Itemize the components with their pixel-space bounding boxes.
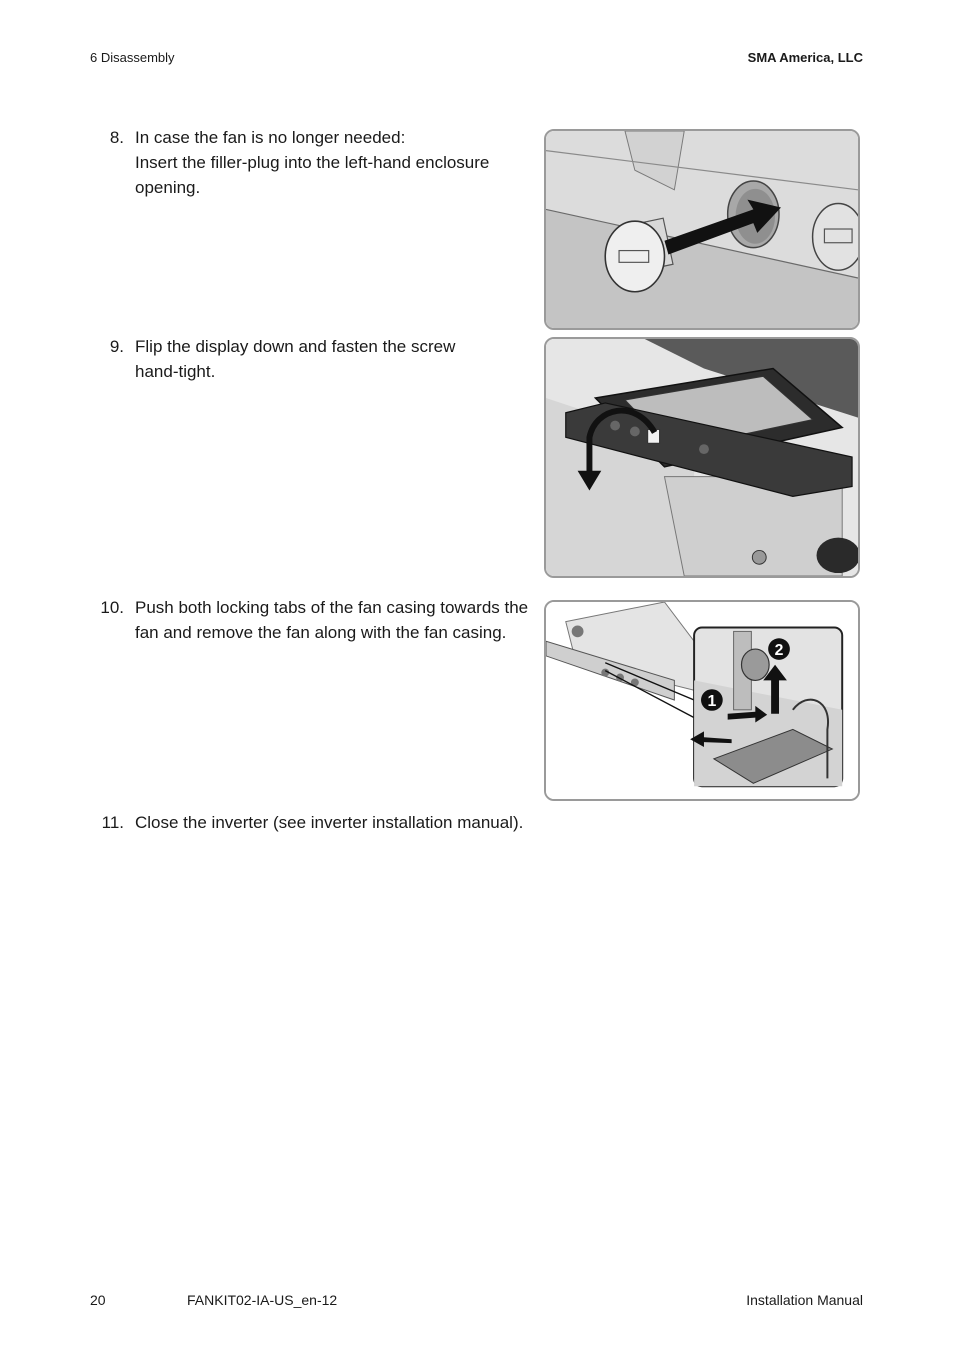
step-line: hand-tight. <box>135 362 216 381</box>
detail-inset <box>690 627 842 786</box>
document-type: Installation Manual <box>746 1292 863 1308</box>
step-text <box>135 595 530 645</box>
step-8 <box>90 125 530 200</box>
step-line: Insert the filler-plug into the left-hand enclosure <box>135 153 490 172</box>
step-line: Flip the display down and fasten the screw <box>135 337 456 356</box>
step-text <box>135 125 530 200</box>
step-number: 9. <box>109 337 124 356</box>
step-11 <box>90 810 530 835</box>
step-9 <box>90 334 530 384</box>
page-number: 20 <box>90 1292 106 1308</box>
step-line: fan and remove the fan along with the fan casing. <box>135 623 507 642</box>
step-number: 11. <box>101 813 124 832</box>
step-text <box>135 334 530 384</box>
fan-removal-illustration <box>544 600 860 801</box>
filler-plug-illustration <box>544 129 860 330</box>
callout-1: 1 <box>707 692 717 710</box>
step-number: 8. <box>109 128 124 147</box>
step-text <box>135 810 530 835</box>
running-header-company: SMA America, LLC <box>747 50 863 65</box>
step-line: In case the fan is no longer needed: <box>135 128 406 147</box>
step-line: Push both locking tabs of the fan casing towards the <box>135 598 529 617</box>
step-10 <box>90 595 530 645</box>
step-line: Close the inverter (see inverter installation manual). <box>135 813 524 832</box>
callout-2: 2 <box>774 641 784 659</box>
running-header-section: 6 Disassembly <box>90 50 175 65</box>
document-id: FANKIT02-IA-US_en-12 <box>187 1292 338 1308</box>
step-line: opening. <box>135 178 201 197</box>
display-flip-illustration <box>544 337 860 578</box>
step-number: 10. <box>100 598 124 617</box>
